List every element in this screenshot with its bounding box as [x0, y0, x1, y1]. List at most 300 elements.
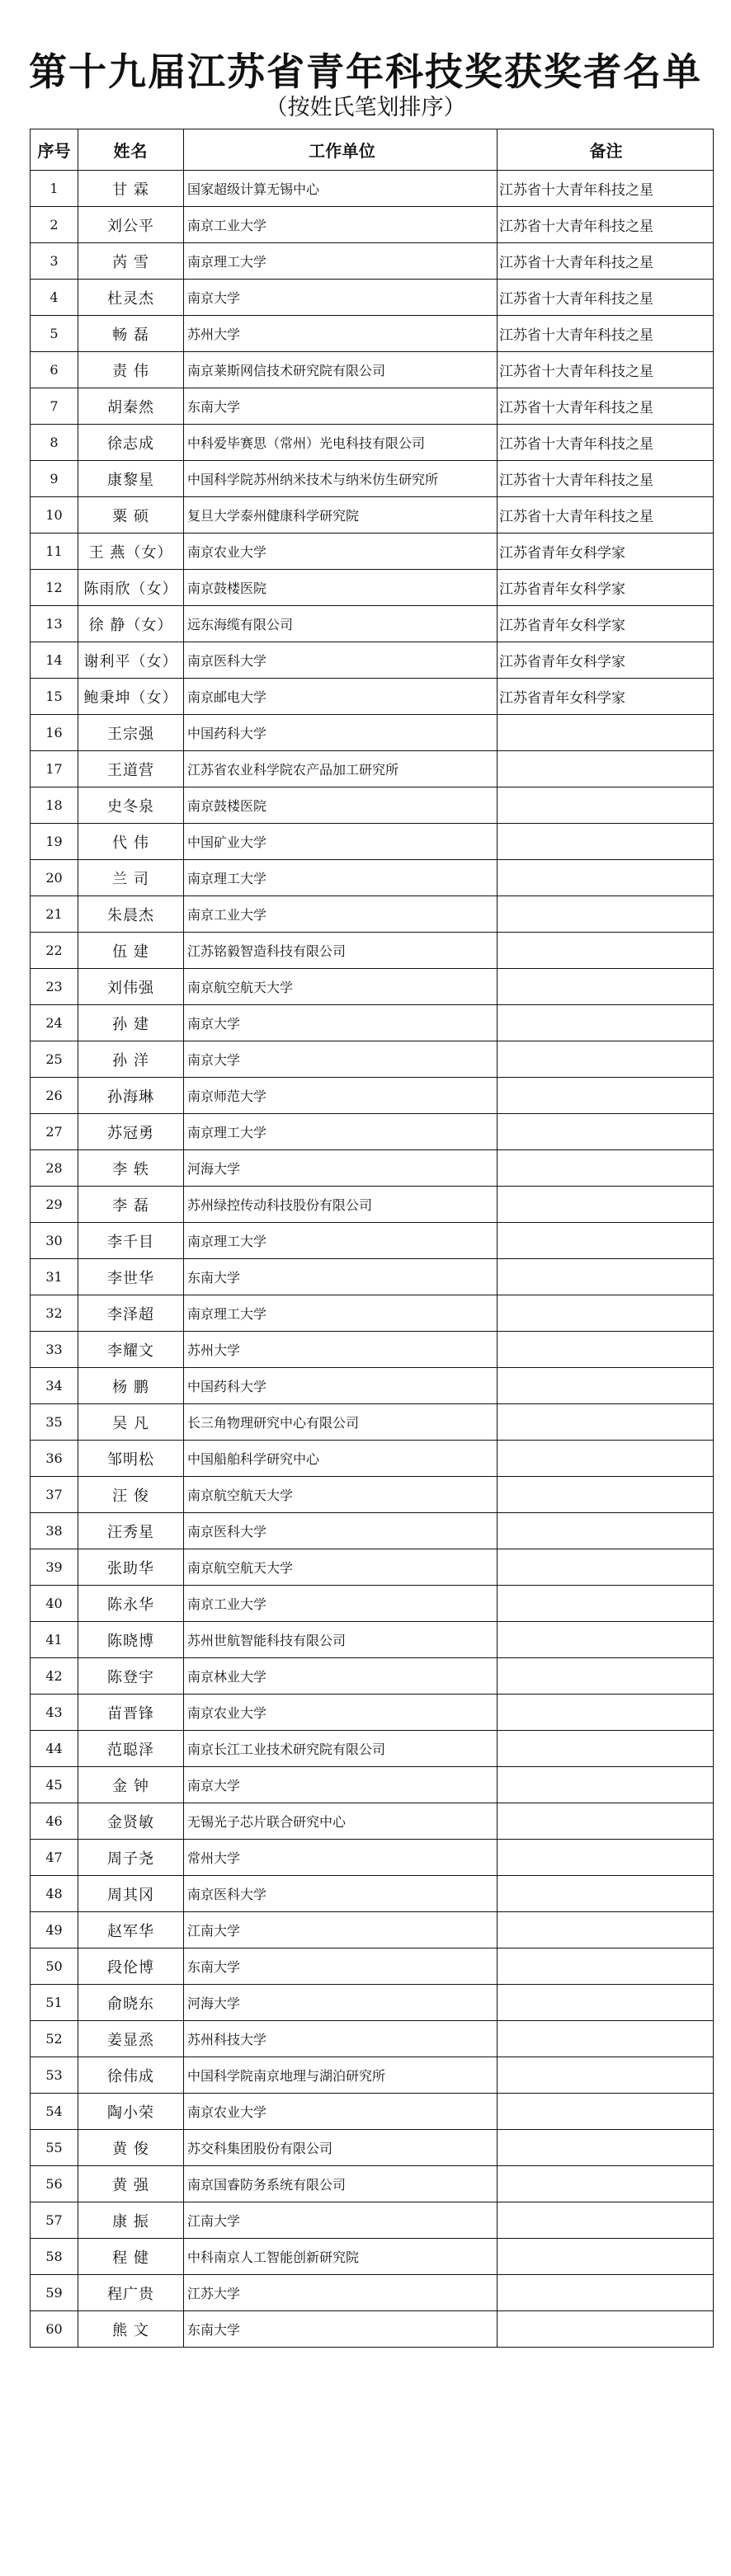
cell-note	[498, 2130, 714, 2166]
cell-name: 周其冈	[78, 1876, 184, 1912]
cell-unit: 江苏省农业科学院农产品加工研究所	[184, 751, 498, 787]
cell-no: 50	[31, 1948, 78, 1985]
cell-no: 16	[31, 715, 78, 751]
table-row	[31, 243, 714, 280]
table-header	[31, 129, 714, 171]
cell-name: 陶小荣	[78, 2094, 184, 2130]
cell-note	[498, 1187, 714, 1223]
cell-unit: 长三角物理研究中心有限公司	[184, 1404, 498, 1441]
cell-no: 24	[31, 1005, 78, 1041]
cell-note	[498, 1767, 714, 1803]
document-title: 第十九届江苏省青年科技奖获奖者名单	[29, 49, 702, 94]
cell-note	[498, 1985, 714, 2021]
table-row	[31, 534, 714, 570]
table-row	[31, 1622, 714, 1658]
cell-no: 51	[31, 1985, 78, 2021]
table-row	[31, 2094, 714, 2130]
cell-unit: 中国船舶科学研究中心	[184, 1441, 498, 1477]
cell-note	[498, 787, 714, 824]
cell-no: 38	[31, 1513, 78, 1549]
table-row	[31, 570, 714, 606]
cell-name: 康黎星	[78, 461, 184, 497]
cell-note	[498, 1912, 714, 1948]
cell-note: 江苏省十大青年科技之星	[498, 207, 714, 243]
cell-unit: 江苏铭毅智造科技有限公司	[184, 933, 498, 969]
header-row	[31, 129, 714, 171]
table-row	[31, 1767, 714, 1803]
cell-note	[498, 751, 714, 787]
table-row	[31, 1295, 714, 1332]
cell-unit: 南京理工大学	[184, 243, 498, 280]
cell-name: 孙 洋	[78, 1041, 184, 1078]
cell-name: 代 伟	[78, 824, 184, 860]
cell-name: 邹明松	[78, 1441, 184, 1477]
cell-unit: 无锡光子芯片联合研究中心	[184, 1803, 498, 1840]
cell-no: 14	[31, 642, 78, 679]
table-row	[31, 896, 714, 933]
cell-no: 40	[31, 1586, 78, 1622]
cell-note	[498, 1549, 714, 1586]
table-row	[31, 1259, 714, 1295]
cell-no: 2	[31, 207, 78, 243]
table-row	[31, 1912, 714, 1948]
cell-name: 刘伟强	[78, 969, 184, 1005]
cell-no: 56	[31, 2166, 78, 2202]
header-note: 备注	[498, 129, 714, 171]
table-row	[31, 1114, 714, 1150]
cell-no: 23	[31, 969, 78, 1005]
cell-unit: 南京农业大学	[184, 1695, 498, 1731]
cell-note	[498, 1731, 714, 1767]
table-row	[31, 1005, 714, 1041]
cell-no: 18	[31, 787, 78, 824]
cell-no: 26	[31, 1078, 78, 1114]
table-row	[31, 1513, 714, 1549]
cell-note	[498, 1876, 714, 1912]
cell-unit: 南京工业大学	[184, 896, 498, 933]
table-row	[31, 497, 714, 534]
table-row	[31, 388, 714, 425]
cell-unit: 中国矿业大学	[184, 824, 498, 860]
cell-name: 徐 静（女）	[78, 606, 184, 642]
cell-name: 王道营	[78, 751, 184, 787]
cell-unit: 东南大学	[184, 2311, 498, 2348]
cell-no: 27	[31, 1114, 78, 1150]
cell-name: 程 健	[78, 2239, 184, 2275]
cell-unit: 苏州大学	[184, 1332, 498, 1368]
cell-note: 江苏省十大青年科技之星	[498, 243, 714, 280]
header-unit: 工作单位	[184, 129, 498, 171]
cell-no: 39	[31, 1549, 78, 1586]
header-name: 姓名	[78, 129, 184, 171]
cell-note	[498, 1513, 714, 1549]
table-row	[31, 352, 714, 388]
cell-unit: 河海大学	[184, 1150, 498, 1187]
cell-name: 杨 鹏	[78, 1368, 184, 1404]
cell-no: 8	[31, 425, 78, 461]
cell-unit: 南京理工大学	[184, 1295, 498, 1332]
cell-note: 江苏省青年女科学家	[498, 606, 714, 642]
cell-unit: 南京邮电大学	[184, 679, 498, 715]
table-row	[31, 860, 714, 896]
cell-no: 30	[31, 1223, 78, 1259]
cell-unit: 苏交科集团股份有限公司	[184, 2130, 498, 2166]
cell-unit: 南京师范大学	[184, 1078, 498, 1114]
cell-note	[498, 933, 714, 969]
table-row	[31, 642, 714, 679]
cell-unit: 复旦大学泰州健康科学研究院	[184, 497, 498, 534]
cell-no: 4	[31, 280, 78, 316]
cell-name: 李 磊	[78, 1187, 184, 1223]
cell-name: 李泽超	[78, 1295, 184, 1332]
cell-no: 49	[31, 1912, 78, 1948]
cell-no: 20	[31, 860, 78, 896]
cell-name: 责 伟	[78, 352, 184, 388]
table-row	[31, 280, 714, 316]
cell-unit: 东南大学	[184, 1948, 498, 1985]
table-row	[31, 715, 714, 751]
cell-unit: 中国科学院南京地理与湖泊研究所	[184, 2057, 498, 2094]
cell-note	[498, 1041, 714, 1078]
cell-no: 37	[31, 1477, 78, 1513]
cell-no: 29	[31, 1187, 78, 1223]
cell-note	[498, 860, 714, 896]
cell-no: 11	[31, 534, 78, 570]
cell-unit: 南京工业大学	[184, 1586, 498, 1622]
header-no: 序号	[31, 129, 78, 171]
cell-name: 芮 雪	[78, 243, 184, 280]
cell-no: 46	[31, 1803, 78, 1840]
cell-unit: 中科爱毕赛思（常州）光电科技有限公司	[184, 425, 498, 461]
cell-note: 江苏省十大青年科技之星	[498, 425, 714, 461]
cell-no: 57	[31, 2202, 78, 2239]
table-row	[31, 751, 714, 787]
cell-no: 32	[31, 1295, 78, 1332]
table-row	[31, 606, 714, 642]
cell-no: 17	[31, 751, 78, 787]
cell-name: 伍 建	[78, 933, 184, 969]
cell-name: 兰 司	[78, 860, 184, 896]
cell-no: 58	[31, 2239, 78, 2275]
cell-name: 俞晓东	[78, 1985, 184, 2021]
cell-note	[498, 715, 714, 751]
cell-name: 畅 磊	[78, 316, 184, 352]
cell-no: 34	[31, 1368, 78, 1404]
cell-no: 43	[31, 1695, 78, 1731]
cell-no: 47	[31, 1840, 78, 1876]
cell-name: 粟 硕	[78, 497, 184, 534]
cell-unit: 江苏大学	[184, 2275, 498, 2311]
cell-no: 36	[31, 1441, 78, 1477]
cell-name: 鲍秉坤（女）	[78, 679, 184, 715]
cell-no: 42	[31, 1658, 78, 1695]
cell-unit: 南京林业大学	[184, 1658, 498, 1695]
cell-name: 李千目	[78, 1223, 184, 1259]
cell-unit: 南京鼓楼医院	[184, 787, 498, 824]
cell-note	[498, 2275, 714, 2311]
cell-note: 江苏省十大青年科技之星	[498, 171, 714, 207]
cell-note	[498, 824, 714, 860]
cell-no: 48	[31, 1876, 78, 1912]
table-row	[31, 1876, 714, 1912]
cell-name: 苗晋锋	[78, 1695, 184, 1731]
cell-no: 52	[31, 2021, 78, 2057]
table-row	[31, 316, 714, 352]
cell-note	[498, 1622, 714, 1658]
cell-no: 12	[31, 570, 78, 606]
table-row	[31, 1695, 714, 1731]
cell-name: 孙海琳	[78, 1078, 184, 1114]
cell-note	[498, 1114, 714, 1150]
cell-no: 60	[31, 2311, 78, 2348]
cell-name: 王宗强	[78, 715, 184, 751]
cell-unit: 南京长江工业技术研究院有限公司	[184, 1731, 498, 1767]
cell-note	[498, 1005, 714, 1041]
cell-unit: 南京大学	[184, 1005, 498, 1041]
table-row	[31, 969, 714, 1005]
cell-unit: 南京理工大学	[184, 860, 498, 896]
table-row	[31, 2057, 714, 2094]
table-row	[31, 1404, 714, 1441]
table-row	[31, 2166, 714, 2202]
cell-note	[498, 1840, 714, 1876]
cell-unit: 江南大学	[184, 2202, 498, 2239]
cell-no: 21	[31, 896, 78, 933]
cell-no: 3	[31, 243, 78, 280]
cell-unit: 南京医科大学	[184, 1876, 498, 1912]
cell-unit: 江南大学	[184, 1912, 498, 1948]
cell-note	[498, 969, 714, 1005]
table-row	[31, 1223, 714, 1259]
table-row	[31, 1586, 714, 1622]
table-row	[31, 824, 714, 860]
cell-name: 周子尧	[78, 1840, 184, 1876]
cell-name: 吴 凡	[78, 1404, 184, 1441]
cell-unit: 中科南京人工智能创新研究院	[184, 2239, 498, 2275]
cell-note	[498, 2057, 714, 2094]
cell-name: 陈永华	[78, 1586, 184, 1622]
cell-name: 金 钟	[78, 1767, 184, 1803]
cell-unit: 国家超级计算无锡中心	[184, 171, 498, 207]
table-row	[31, 1658, 714, 1695]
cell-no: 41	[31, 1622, 78, 1658]
table-row	[31, 933, 714, 969]
cell-name: 朱晨杰	[78, 896, 184, 933]
cell-no: 53	[31, 2057, 78, 2094]
cell-unit: 中国科学院苏州纳米技术与纳米仿生研究所	[184, 461, 498, 497]
table-row	[31, 1332, 714, 1368]
cell-name: 孙 建	[78, 1005, 184, 1041]
cell-note	[498, 1477, 714, 1513]
cell-unit: 南京农业大学	[184, 2094, 498, 2130]
cell-name: 胡秦然	[78, 388, 184, 425]
cell-name: 康 振	[78, 2202, 184, 2239]
document-subtitle: （按姓氏笔划排序）	[265, 95, 466, 120]
cell-name: 徐志成	[78, 425, 184, 461]
cell-unit: 中国药科大学	[184, 715, 498, 751]
cell-unit: 南京工业大学	[184, 207, 498, 243]
table-row	[31, 1441, 714, 1477]
cell-no: 10	[31, 497, 78, 534]
cell-unit: 南京航空航天大学	[184, 1477, 498, 1513]
table-body	[31, 171, 714, 2348]
table-row	[31, 1078, 714, 1114]
cell-note	[498, 2311, 714, 2348]
cell-name: 王 燕（女）	[78, 534, 184, 570]
table-row	[31, 2311, 714, 2348]
cell-unit: 中国药科大学	[184, 1368, 498, 1404]
cell-unit: 常州大学	[184, 1840, 498, 1876]
cell-note	[498, 2166, 714, 2202]
table-row	[31, 1803, 714, 1840]
table-row	[31, 1150, 714, 1187]
cell-unit: 南京医科大学	[184, 1513, 498, 1549]
cell-no: 44	[31, 1731, 78, 1767]
cell-unit: 南京大学	[184, 1767, 498, 1803]
cell-note	[498, 1295, 714, 1332]
table-row	[31, 1187, 714, 1223]
cell-note	[498, 1404, 714, 1441]
cell-name: 范聪泽	[78, 1731, 184, 1767]
cell-name: 甘 霖	[78, 171, 184, 207]
cell-note	[498, 1078, 714, 1114]
cell-name: 徐伟成	[78, 2057, 184, 2094]
cell-name: 陈雨欣（女）	[78, 570, 184, 606]
cell-note: 江苏省青年女科学家	[498, 570, 714, 606]
cell-name: 史冬泉	[78, 787, 184, 824]
table-row	[31, 1948, 714, 1985]
cell-name: 赵军华	[78, 1912, 184, 1948]
table-row	[31, 1731, 714, 1767]
table-row	[31, 2021, 714, 2057]
table-row	[31, 461, 714, 497]
cell-note: 江苏省十大青年科技之星	[498, 280, 714, 316]
cell-note	[498, 1586, 714, 1622]
cell-no: 55	[31, 2130, 78, 2166]
cell-name: 程广贵	[78, 2275, 184, 2311]
cell-name: 汪秀星	[78, 1513, 184, 1549]
cell-note: 江苏省青年女科学家	[498, 534, 714, 570]
cell-unit: 南京航空航天大学	[184, 969, 498, 1005]
cell-no: 59	[31, 2275, 78, 2311]
cell-unit: 南京航空航天大学	[184, 1549, 498, 1586]
table-row	[31, 1041, 714, 1078]
cell-name: 李 轶	[78, 1150, 184, 1187]
cell-name: 苏冠勇	[78, 1114, 184, 1150]
cell-unit: 南京理工大学	[184, 1114, 498, 1150]
cell-name: 刘公平	[78, 207, 184, 243]
table-row	[31, 1477, 714, 1513]
cell-note	[498, 1441, 714, 1477]
cell-note	[498, 1658, 714, 1695]
cell-note: 江苏省十大青年科技之星	[498, 316, 714, 352]
cell-unit: 南京大学	[184, 1041, 498, 1078]
cell-unit: 南京理工大学	[184, 1223, 498, 1259]
cell-no: 9	[31, 461, 78, 497]
cell-note: 江苏省青年女科学家	[498, 679, 714, 715]
cell-name: 李耀文	[78, 1332, 184, 1368]
cell-no: 1	[31, 171, 78, 207]
cell-name: 金贤敏	[78, 1803, 184, 1840]
cell-note: 江苏省十大青年科技之星	[498, 388, 714, 425]
cell-unit: 南京莱斯网信技术研究院有限公司	[184, 352, 498, 388]
cell-note	[498, 1368, 714, 1404]
table-row	[31, 679, 714, 715]
cell-no: 15	[31, 679, 78, 715]
cell-name: 陈登宇	[78, 1658, 184, 1695]
cell-name: 陈晓博	[78, 1622, 184, 1658]
cell-name: 谢利平（女）	[78, 642, 184, 679]
cell-note	[498, 896, 714, 933]
cell-note	[498, 2202, 714, 2239]
table-row	[31, 425, 714, 461]
cell-name: 汪 俊	[78, 1477, 184, 1513]
cell-unit: 河海大学	[184, 1985, 498, 2021]
cell-unit: 南京国睿防务系统有限公司	[184, 2166, 498, 2202]
cell-unit: 南京大学	[184, 280, 498, 316]
cell-no: 33	[31, 1332, 78, 1368]
table-row	[31, 1368, 714, 1404]
cell-note	[498, 1223, 714, 1259]
cell-unit: 南京医科大学	[184, 642, 498, 679]
cell-name: 段伦博	[78, 1948, 184, 1985]
table-row	[31, 2239, 714, 2275]
cell-no: 54	[31, 2094, 78, 2130]
cell-name: 张助华	[78, 1549, 184, 1586]
cell-no: 31	[31, 1259, 78, 1295]
cell-name: 杜灵杰	[78, 280, 184, 316]
awardee-table	[30, 129, 714, 2348]
table-row	[31, 2275, 714, 2311]
table-row	[31, 2130, 714, 2166]
cell-unit: 苏州大学	[184, 316, 498, 352]
cell-unit: 东南大学	[184, 388, 498, 425]
cell-note	[498, 2021, 714, 2057]
cell-no: 22	[31, 933, 78, 969]
table-row	[31, 1985, 714, 2021]
cell-note: 江苏省十大青年科技之星	[498, 461, 714, 497]
cell-unit: 南京鼓楼医院	[184, 570, 498, 606]
cell-no: 13	[31, 606, 78, 642]
cell-name: 黄 俊	[78, 2130, 184, 2166]
cell-no: 5	[31, 316, 78, 352]
cell-no: 25	[31, 1041, 78, 1078]
cell-note	[498, 2094, 714, 2130]
cell-note	[498, 1803, 714, 1840]
table-row	[31, 1840, 714, 1876]
cell-note: 江苏省十大青年科技之星	[498, 497, 714, 534]
cell-note	[498, 1948, 714, 1985]
cell-unit: 苏州绿控传动科技股份有限公司	[184, 1187, 498, 1223]
cell-note	[498, 1332, 714, 1368]
cell-unit: 东南大学	[184, 1259, 498, 1295]
table-row	[31, 2202, 714, 2239]
cell-no: 45	[31, 1767, 78, 1803]
cell-note	[498, 1259, 714, 1295]
cell-unit: 南京农业大学	[184, 534, 498, 570]
table-row	[31, 171, 714, 207]
cell-name: 姜显烝	[78, 2021, 184, 2057]
cell-note	[498, 2239, 714, 2275]
cell-unit: 远东海缆有限公司	[184, 606, 498, 642]
table-row	[31, 207, 714, 243]
table-row	[31, 1549, 714, 1586]
cell-no: 7	[31, 388, 78, 425]
cell-no: 19	[31, 824, 78, 860]
cell-note	[498, 1695, 714, 1731]
cell-note	[498, 1150, 714, 1187]
cell-unit: 苏州世航智能科技有限公司	[184, 1622, 498, 1658]
